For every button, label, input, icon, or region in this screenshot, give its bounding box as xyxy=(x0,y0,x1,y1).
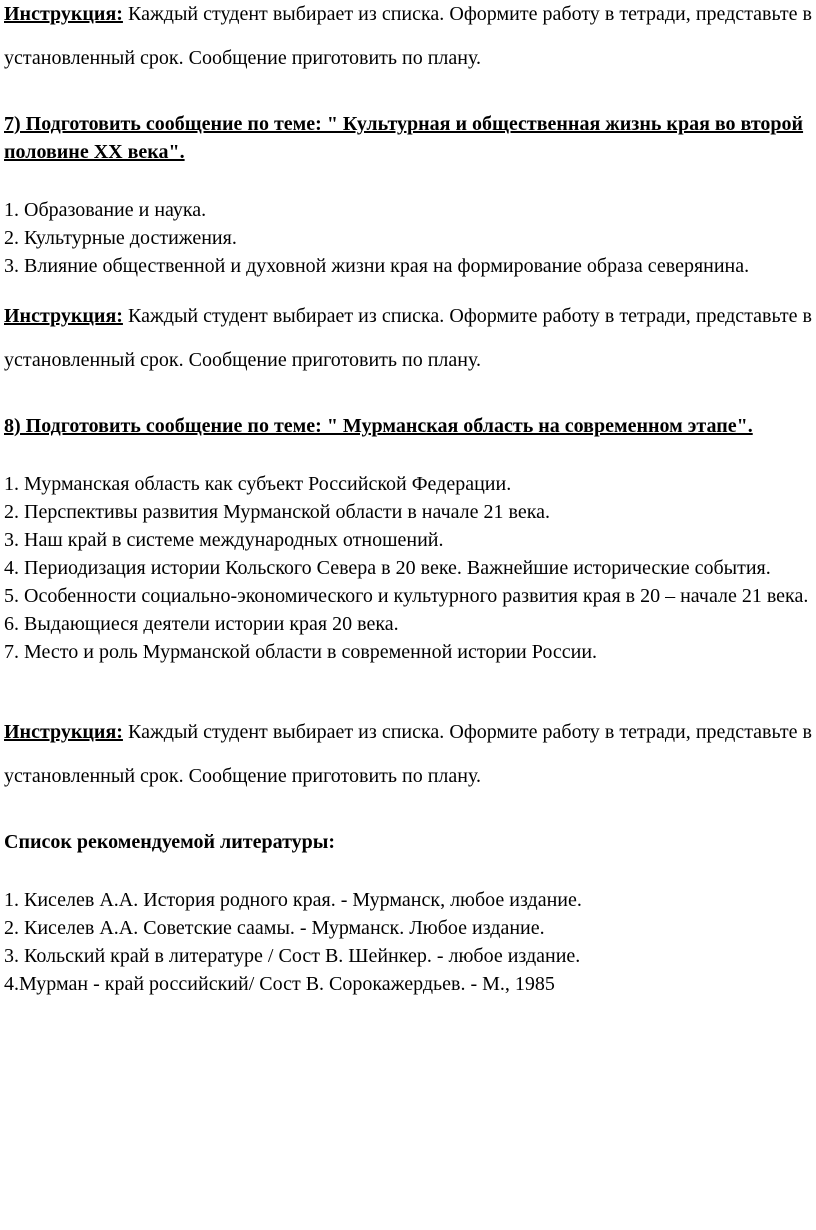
topic7-list xyxy=(4,196,812,280)
list-item: 1. Образование и наука. xyxy=(4,199,207,221)
list-item: 4. Периодизация истории Кольского Севера в 20 веке. Важнейшие исторические события. xyxy=(4,557,771,579)
instruction-label-1: Инструкция: xyxy=(4,3,123,25)
instruction-paragraph-3 xyxy=(4,710,812,798)
list-item: 3. Влияние общественной и духовной жизни края на формирование образа северянина. xyxy=(4,255,750,277)
list-item: 1. Мурманская область как субъект Российской Федерации. xyxy=(4,473,512,495)
literature-list xyxy=(4,886,812,998)
list-item: 2. Культурные достижения. xyxy=(4,227,237,249)
list-item: 5. Особенности социально-экономического и культурного развития края в 20 – начале 21 века. xyxy=(4,585,809,607)
list-item: 1. Киселев А.А. История родного края. - Мурманск, любое издание. xyxy=(4,889,582,911)
instruction-text-2: Каждый студент выбирает из списка. Оформите работу в тетради, представьте в установленный срок. Сообщение приготовить по плану. xyxy=(4,305,812,371)
literature-heading: Список рекомендуемой литературы: xyxy=(4,831,336,853)
instruction-text-3: Каждый студент выбирает из списка. Оформите работу в тетради, представьте в установленный срок. Сообщение приготовить по плану. xyxy=(4,721,812,787)
instruction-label-2: Инструкция: xyxy=(4,305,123,327)
instruction-text-1: Каждый студент выбирает из списка. Оформите работу в тетради, представьте в установленный срок. Сообщение приготовить по плану. xyxy=(4,3,812,69)
topic8-heading: 8) Подготовить сообщение по теме: " Мурманская область на современном этапе". xyxy=(4,415,753,437)
instruction-label-3: Инструкция: xyxy=(4,721,123,743)
list-item: 7. Место и роль Мурманской области в современной истории России. xyxy=(4,641,598,663)
list-item: 3. Наш край в системе международных отношений. xyxy=(4,529,444,551)
topic7-heading: 7) Подготовить сообщение по теме: " Культурная и общественная жизнь края во второй половине XX века". xyxy=(4,113,804,163)
list-item: 6. Выдающиеся деятели истории края 20 века. xyxy=(4,613,399,635)
list-item: 4.Мурман - край российский/ Сост В. Сорокажердьев. - М., 1985 xyxy=(4,973,555,995)
instruction-paragraph-2 xyxy=(4,294,812,382)
list-item: 3. Кольский край в литературе / Сост В. Шейнкер. - любое издание. xyxy=(4,945,581,967)
list-item: 2. Перспективы развития Мурманской области в начале 21 века. xyxy=(4,501,551,523)
instruction-paragraph-1 xyxy=(4,0,812,80)
topic8-list xyxy=(4,470,812,666)
list-item: 2. Киселев А.А. Советские саамы. - Мурманск. Любое издание. xyxy=(4,917,545,939)
